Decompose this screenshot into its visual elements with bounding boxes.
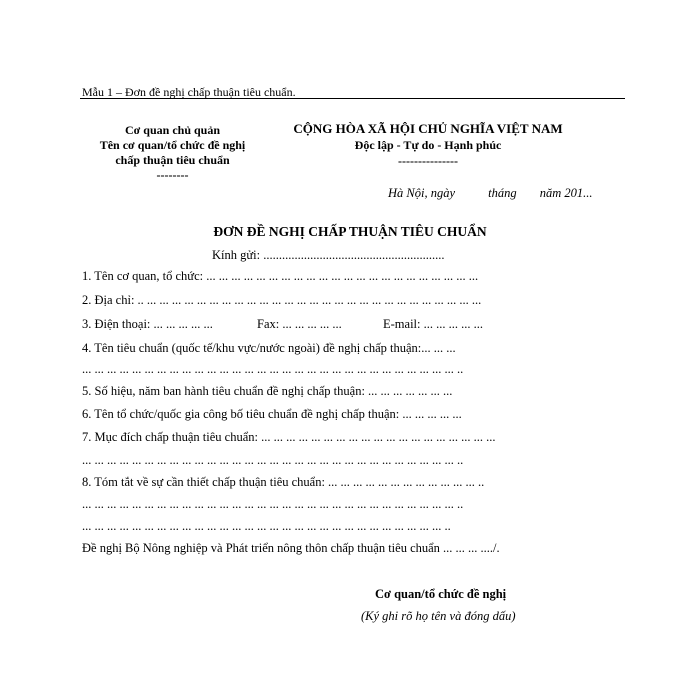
field-email: E-mail: ... ... ... ... ...	[383, 317, 483, 331]
field-address: 2. Địa chỉ: .. ... ... ... ... ... ... ... ... ... ... ... ... ... ... ... ... ... ... ... ... ... ... ... ... ... ... ...	[82, 293, 482, 307]
field-necessity-cont-2: ... ... ... ... ... ... ... ... ... ... ... ... ... ... ... ... ... ... ... ... ... ... ... ... ... ... ... ... ... ..	[82, 519, 451, 533]
field-org-name: 1. Tên cơ quan, tổ chức: ... ... ... ... ... ... ... ... ... ... ... ... ... ... ... ... ... ... ... ... ... ...	[82, 269, 479, 283]
signature-org-label: Cơ quan/tổ chức đề nghị	[375, 587, 507, 601]
date-year: năm 201...	[539, 186, 593, 200]
requesting-org-label-cont: chấp thuận tiêu chuẩn	[115, 153, 230, 167]
country-name: CỘNG HÒA XÃ HỘI CHỦ NGHĨA VIỆT NAM	[293, 121, 563, 136]
requesting-org-label: Tên cơ quan/tổ chức đề nghị	[99, 138, 246, 152]
date-line	[388, 186, 593, 201]
header-divider	[80, 98, 625, 99]
field-fax: Fax: ... ... ... ... ...	[257, 317, 342, 331]
date-month: tháng	[488, 186, 517, 200]
field-standard-number: 5. Số hiệu, năm ban hành tiêu chuẩn đề nghị chấp thuận: ... ... ... ... ... ... ...	[82, 384, 453, 398]
document-title: ĐƠN ĐỀ NGHỊ CHẤP THUẬN TIÊU CHUẨN	[213, 224, 487, 239]
field-necessity: 8. Tóm tắt về sự cần thiết chấp thuận tiêu chuẩn: ... ... ... ... ... ... ... ... ... ... ... ... ..	[82, 475, 485, 489]
field-purpose: 7. Mục đích chấp thuận tiêu chuẩn: ... ... ... ... ... ... ... ... ... ... ... ... ... ... ... ... ... ... ...	[82, 430, 496, 444]
field-standard-name-cont: ... ... ... ... ... ... ... ... ... ... ... ... ... ... ... ... ... ... ... ... ... ... ... ... ... ... ... ... ... ... ..	[82, 362, 464, 376]
field-phone: 3. Điện thoại: ... ... ... ... ...	[82, 317, 213, 331]
date-place-day: Hà Nội, ngày	[388, 186, 456, 200]
field-purpose-cont: ... ... ... ... ... ... ... ... ... ... ... ... ... ... ... ... ... ... ... ... ... ... ... ... ... ... ... ... ... ... ..	[82, 453, 464, 467]
signature-note: (Ký ghi rõ họ tên và đóng dấu)	[361, 609, 516, 623]
form-label: Mẫu 1 – Đơn đề nghị chấp thuận tiêu chuẩn.	[82, 85, 296, 99]
issuing-agency-block	[70, 123, 275, 183]
request-statement: Đề nghị Bộ Nông nghiệp và Phát triển nông thôn chấp thuận tiêu chuẩn ... ... ... ..../.	[82, 541, 500, 555]
right-header-separator: ---------------	[398, 154, 458, 168]
left-header-separator: --------	[156, 168, 189, 182]
national-motto: Độc lập - Tự do - Hạnh phúc	[354, 138, 502, 152]
field-publishing-org: 6. Tên tổ chức/quốc gia công bố tiêu chuẩn đề nghị chấp thuận: ... ... ... ... ...	[82, 407, 462, 421]
national-motto-block	[278, 121, 578, 169]
recipient-line: Kính gửi: ..........................................................	[212, 248, 445, 262]
field-standard-name: 4. Tên tiêu chuẩn (quốc tế/khu vực/nước ngoài) đề nghị chấp thuận:... ... ...	[82, 341, 456, 355]
governing-agency-label: Cơ quan chủ quản	[124, 123, 221, 137]
field-necessity-cont-1: ... ... ... ... ... ... ... ... ... ... ... ... ... ... ... ... ... ... ... ... ... ... ... ... ... ... ... ... ... ... ..	[82, 497, 464, 511]
